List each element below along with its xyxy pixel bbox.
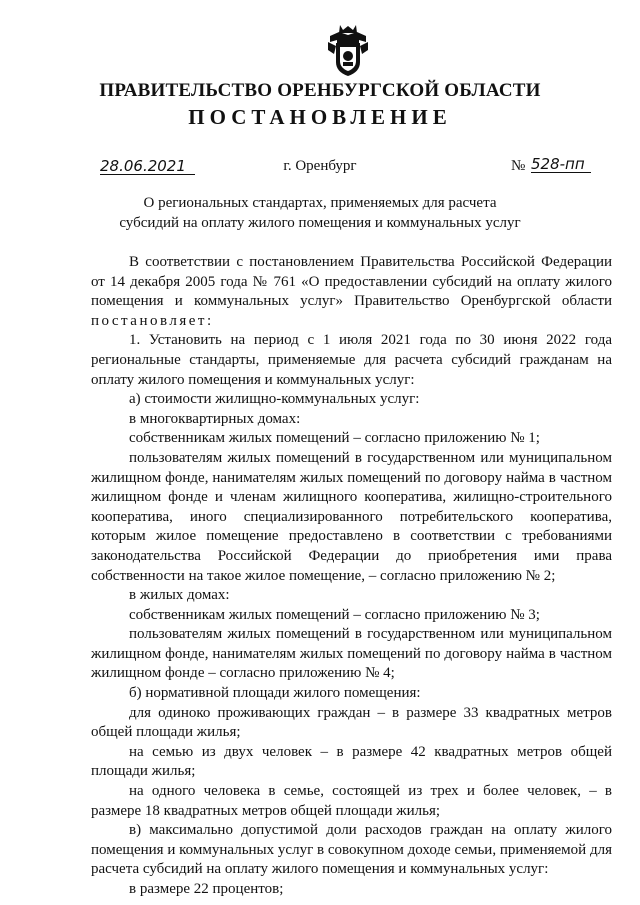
resolves-word: постановляет: [91, 312, 214, 329]
document-number: 528-пп [531, 156, 591, 173]
body-paragraph: в размере 22 процентов; [129, 881, 284, 897]
body-paragraph: собственникам жилых помещений – согласно приложению № 3; [129, 606, 540, 623]
government-title: ПРАВИТЕЛЬСТВО ОРЕНБУРГСКОЙ ОБЛАСТИ [99, 80, 541, 101]
subject-line: субсидий на оплату жилого помещения и коммунальных услуг [119, 215, 521, 231]
body-paragraph: собственникам жилых помещений – согласно приложению № 1; [129, 430, 540, 447]
body-paragraph: для одиноко проживающих граждан – в размере 33 квадратных метров общей площади жилья; [91, 704, 612, 741]
body-paragraph: на одного человека в семье, состоящей из трех и более человек, – в размере 18 квадратных метров общей площади жилья; [91, 783, 612, 819]
document-city: г. Оренбург [283, 158, 357, 174]
coat-of-arms-icon [326, 22, 370, 78]
intro-paragraph [91, 253, 612, 331]
document-date: 28.06.2021 [100, 158, 195, 175]
document-type: ПОСТАНОВЛЕНИЕ [188, 105, 452, 129]
body-paragraph: 1. Установить на период с 1 июля 2021 года по 30 июня 2022 года региональные стандарты, применяемые для расчета субсидий гражданам на оплату жилого помещения и коммунальных услуг: [91, 332, 612, 388]
body-paragraph: на семью из двух человек – в размере 42 квадратных метров общей площади жилья; [91, 743, 612, 780]
number-sign: № [511, 158, 526, 174]
intro-text: В соответствии с постановлением Правительства Российской Федерации от 14 декабря 2005 года № 761 «О предоставлении субсидий на оплату жилого помещения и коммунальных услуг» Правительство Оренбургской области [91, 254, 612, 310]
body-paragraph: в многоквартирных домах: [129, 410, 301, 427]
body-paragraph: в) максимально допустимой доли расходов граждан на оплату жилого помещения и коммунальных услуг в совокупном доходе семьи, применяемой для расчета субсидий на оплату жилого помещения и коммунальных услуг: [91, 822, 612, 878]
document-body [91, 253, 612, 900]
subject-line: О региональных стандартах, применяемых для расчета [143, 195, 497, 211]
body-paragraph: в жилых домах: [129, 587, 230, 604]
body-paragraph: пользователям жилых помещений в государственном или муниципальном жилищном фонде, нанимателям жилых помещений по договору найма в частном жилищном фонде – согласно приложению № 4; [91, 626, 612, 682]
body-paragraph: пользователям жилых помещений в государственном или муниципальном жилищном фонде, нанимателям жилых помещений по договору найма в частном жилищном фонде и членам жилищного кооператива, жилищно-строительного кооператива, иного специализированного потребительского кооператива, которым жилое помещение предоставлено в соответствии с требованиями законодательства Российской Федерации до приобретения ими права собственности на такое жилое помещение, – согласно приложению № 2; [91, 449, 612, 584]
body-paragraph: б) нормативной площади жилого помещения: [129, 685, 421, 702]
body-paragraph: а) стоимости жилищно-коммунальных услуг: [129, 391, 420, 408]
document-subject [0, 193, 640, 233]
